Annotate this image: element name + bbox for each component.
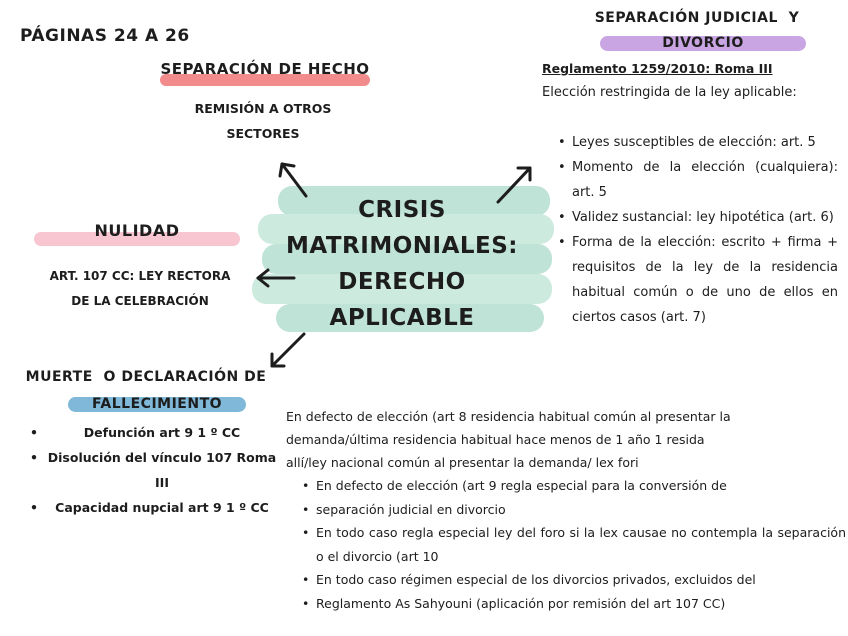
list-item: • Disolución del vínculo 107 Roma III (44, 445, 280, 495)
defecto-list (316, 474, 846, 615)
separacion-hecho-line-2: SECTORES (226, 126, 300, 141)
arrow-down-left-icon (272, 334, 304, 366)
muerte-title-line-1: MUERTE O DECLARACIÓN DE (25, 369, 267, 385)
list-item: • En todo caso régimen especial de los divorcios privados, excluidos del (316, 568, 846, 592)
separacion-hecho-line-1: REMISIÓN A OTROS (194, 101, 332, 116)
list-item: • En todo caso regla especial ley del foro si la lex causae no contempla la separación o el divorcio (art 10 (316, 521, 846, 568)
center-title-line-4: APLICABLE (329, 305, 475, 331)
list-item: • Leyes susceptibles de elección: art. 5 (572, 130, 838, 155)
center-title-line-2: MATRIMONIALES: (285, 233, 519, 259)
list-item: • Validez sustancial: ley hipotética (art. 6) (572, 205, 838, 230)
nulidad-text (30, 264, 250, 314)
defecto-intro-line-2: demanda/última residencia habitual hace menos de 1 año 1 resida (286, 432, 705, 447)
nulidad-line-2: DE LA CELEBRACIÓN (71, 294, 209, 308)
defecto-intro-line-3: allí/ley nacional común al presentar la demanda/ lex fori (286, 455, 639, 470)
reglamento-heading: Reglamento 1259/2010: Roma III (542, 61, 773, 76)
separacion-judicial-title-line-1: SEPARACIÓN JUDICIAL Y (594, 10, 800, 26)
list-item: • En defecto de elección (art 9 regla especial para la conversión de (316, 474, 846, 498)
list-item: • Reglamento As Sahyouni (aplicación por remisión del art 107 CC) (316, 592, 846, 616)
center-title-line-1: CRISIS (358, 197, 446, 223)
separacion-judicial-title-line-2: DIVORCIO (662, 35, 744, 51)
defecto-intro (286, 405, 842, 474)
page-label: PÁGINAS 24 A 26 (20, 26, 190, 46)
muerte-list (44, 420, 280, 520)
arrow-up-right-icon (498, 168, 530, 202)
separacion-hecho-text (170, 96, 356, 146)
muerte-title-line-2: FALLECIMIENTO (91, 396, 223, 412)
arrow-left-icon (258, 270, 294, 286)
arrow-up-left-icon (280, 164, 306, 196)
list-item: • Capacidad nupcial art 9 1 º CC (44, 495, 280, 520)
list-item: • Momento de la elección (cualquiera): art. 5 (572, 155, 838, 205)
list-item: • Forma de la elección: escrito + firma + requisitos de la ley de la residencia habitual común o de uno de ellos en ciertos casos (art. 7) (572, 230, 838, 330)
list-item: • separación judicial en divorcio (316, 498, 846, 522)
eleccion-intro: Elección restringida de la ley aplicable: (542, 85, 797, 100)
nulidad-line-1: ART. 107 CC: LEY RECTORA (49, 269, 231, 283)
eleccion-list (572, 130, 838, 330)
list-item: • Defunción art 9 1 º CC (44, 420, 280, 445)
separacion-hecho-title: SEPARACIÓN DE HECHO (160, 60, 370, 78)
center-title-line-3: DERECHO (338, 269, 466, 295)
defecto-intro-line-1: En defecto de elección (art 8 residencia habitual común al presentar la (286, 409, 731, 424)
nulidad-title: NULIDAD (94, 221, 180, 240)
